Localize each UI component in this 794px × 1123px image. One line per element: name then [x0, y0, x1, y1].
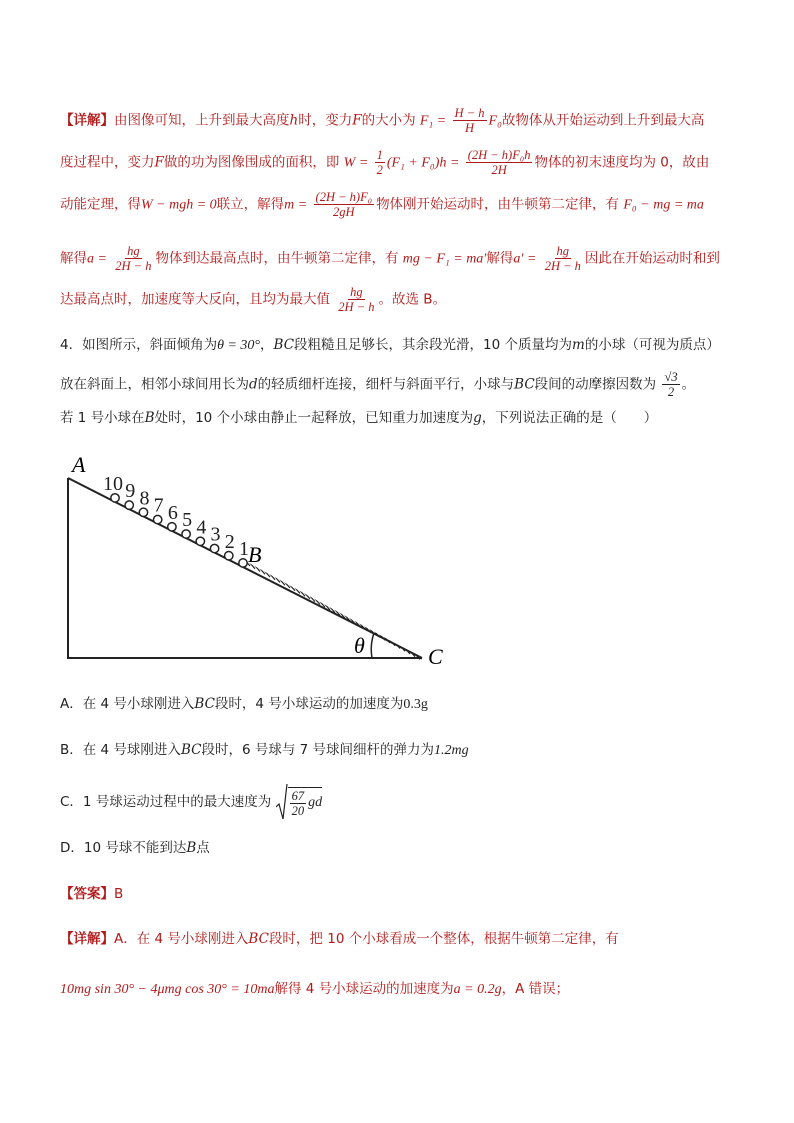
ball-9 — [125, 501, 133, 509]
question-line-1: 4．如图所示，斜面倾角为θ = 30°，BC段粗糙且足够长，其余段光滑，10 个质量均为m的小球（可视为质点） — [60, 337, 720, 353]
label-b: B — [248, 542, 262, 567]
ball-number-10: 10 — [103, 472, 123, 495]
option-d[interactable]: D．10 号球不能到达B点 — [60, 840, 210, 856]
angle-arc — [371, 633, 374, 658]
detail-tag: 【详解】 — [60, 931, 114, 947]
fraction: $\frac{H - h}{H}$ — [454, 106, 485, 135]
ball-3 — [210, 544, 218, 552]
ball-number-2: 2 — [224, 530, 235, 553]
incline-figure — [0, 440, 794, 680]
ball-number-6: 6 — [167, 501, 178, 524]
question-line-3: 若 1 号小球在B处时，10 个小球由静止一起释放，已知重力加速度为g，下列说法正确的是（ ） — [60, 410, 658, 426]
sqrt-expression: $\frac{67}{20}$ gd — [276, 783, 323, 821]
option-a[interactable]: A．在 4 号小球刚进入BC段时，4 号小球运动的加速度为0.3g — [60, 696, 428, 712]
ball-number-7: 7 — [153, 494, 164, 517]
option-b[interactable]: B．在 4 号球刚进入BC段时，6 号球与 7 号球间细杆的弹力为1.2mg — [60, 742, 469, 758]
fraction: $\frac{1}{2}$ — [376, 148, 383, 177]
fraction: $\frac{hg}{2H - h}$ — [338, 285, 375, 314]
ball-2 — [225, 552, 233, 560]
answer-tag: 【答案】 — [60, 886, 114, 902]
question-line-2: 放在斜面上，相邻小球间用长为d的轻质细杆连接，细杆与斜面平行，小球与BC段间的动摩擦因数为 $\frac{√3}{2}$ 。 — [60, 370, 696, 399]
ball-10 — [111, 494, 119, 502]
option-c[interactable]: C．1 号球运动过程中的最大速度为 $\frac{67}{20}$ gd — [60, 783, 322, 821]
detail1-line-5: 达最高点时，加速度等大反向，且均为最大值 $\frac{hg}{2H - h}$ 。故选 B。 — [60, 285, 447, 314]
fraction: $\frac{hg}{2H - h}$ — [544, 244, 581, 273]
answer-value: B — [114, 886, 124, 902]
fraction: $\frac{\text{(2H − h)F₀}}{2gH}$ — [315, 190, 373, 219]
label-a: A — [72, 452, 86, 477]
balls-group — [103, 473, 249, 567]
ball-1 — [239, 559, 247, 567]
ball-number-3: 3 — [210, 523, 221, 546]
ball-8 — [139, 508, 147, 516]
ball-number-4: 4 — [196, 516, 207, 539]
label-theta: θ — [354, 633, 365, 658]
ball-7 — [153, 515, 161, 523]
fraction: $\frac{hg}{2H - h}$ — [115, 244, 152, 273]
detail2-line-1: 【详解】A．在 4 号小球刚进入BC段时，把 10 个小球看成一个整体，根据牛顿第二定律，有 — [60, 931, 619, 947]
ball-number-8: 8 — [139, 487, 150, 510]
detail1-line-2: 度过程中，变力F做的功为图像围成的面积，即 W = $\frac{1}{2}$ (F₁ + F₀)h = $\frac{\text{(2H − h)F₀h}}{2H}$ 物体的初末速度均为 0，故由 — [60, 148, 710, 177]
sqrt-sign — [276, 783, 288, 821]
rough-surface-hatching — [236, 550, 445, 673]
ball-number-5: 5 — [182, 509, 193, 532]
ball-number-9: 9 — [125, 480, 136, 503]
ball-number-1: 1 — [239, 537, 249, 560]
detail1-line-4: 解得a = $\frac{hg}{2H - h}$ 物体到达最高点时，由牛顿第二定律，有 mg − F₁ = ma′解得a′ = $\frac{hg}{2H - h}$ 因此在开始运动时和到 — [60, 244, 720, 273]
detail1-line-1: 【详解】由图像可知，上升到最大高度h时，变力F的大小为 F₁ = $\frac{H - h}{H}$ F₀故物体从开始运动到上升到最大高 — [60, 106, 705, 135]
detail-tag: 【详解】 — [60, 112, 114, 129]
detail2-line-2: 10mg sin 30° − 4μmg cos 30° = 10ma解得 4 号小球运动的加速度为a = 0.2g，A 错误； — [60, 981, 570, 997]
fraction: $\frac{√3}{2}$ — [664, 370, 678, 399]
label-c: C — [428, 644, 443, 669]
detail1-line-3: 动能定理，得W − mgh = 0联立，解得m = $\frac{\text{(2H − h)F₀}}{2gH}$ 物体刚开始运动时，由牛顿第二定律，有 F₀ − mg = ma — [60, 190, 704, 219]
ball-5 — [182, 530, 190, 538]
fraction: $\frac{67}{20}$ — [291, 788, 305, 818]
ball-6 — [168, 523, 176, 531]
ball-4 — [196, 537, 204, 545]
fraction: $\frac{\text{(2H − h)F₀h}}{2H}$ — [467, 148, 531, 177]
answer-line — [60, 884, 123, 904]
